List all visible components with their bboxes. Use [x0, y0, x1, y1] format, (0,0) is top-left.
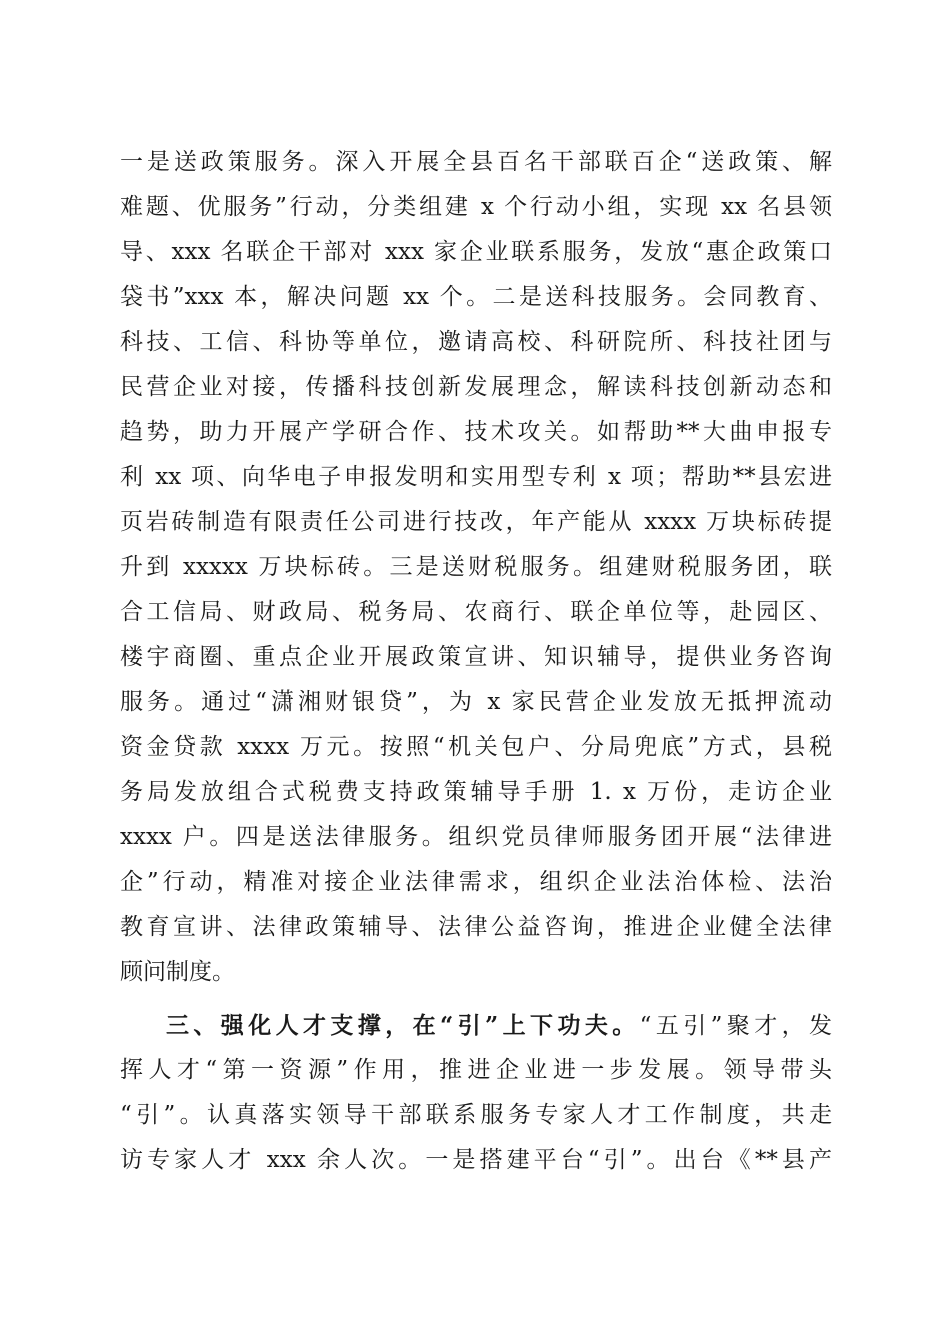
body-text	[120, 140, 832, 1183]
section-heading: 三、强化人才支撑，在“引”上下功夫。	[166, 1012, 640, 1039]
text-line: 教育宣讲、法律政策辅导、法律公益咨询，推进企业健全法律	[120, 914, 832, 940]
text-line: xxxx 户。四是送法律服务。组织党员律师服务团开展“法律进	[120, 824, 832, 850]
paragraph-talent	[120, 1003, 832, 1183]
text-line: 趋势，助力开展产学研合作、技术攻关。如帮助**大曲申报专	[120, 419, 832, 445]
text-line: 访专家人才 xxx 余人次。一是搭建平台“引”。出台《**县产	[120, 1147, 832, 1173]
heading-line-rest: “五引”聚才，发	[639, 1013, 832, 1039]
text-line	[120, 1003, 832, 1048]
text-line: 合工信局、财政局、税务局、农商行、联企单位等，赴园区、	[120, 599, 832, 625]
text-line: 页岩砖制造有限责任公司进行技改，年产能从 xxxx 万块标砖提	[120, 509, 832, 535]
paragraph-services	[120, 140, 832, 995]
text-line: 难题、优服务”行动，分类组建 x 个行动小组，实现 xx 名县领	[120, 194, 832, 220]
paragraph-spacer	[120, 995, 832, 1003]
text-line: 一是送政策服务。深入开展全县百名干部联百企“送政策、解	[120, 149, 832, 175]
text-line: 资金贷款 xxxx 万元。按照“机关包户、分局兜底”方式，县税	[120, 734, 832, 760]
text-line: 企”行动，精准对接企业法律需求，组织企业法治体检、法治	[120, 869, 832, 895]
text-line: 袋书”xxx 本，解决问题 xx 个。二是送科技服务。会同教育、	[120, 284, 832, 310]
text-line: 挥人才“第一资源”作用，推进企业进一步发展。领导带头	[120, 1057, 832, 1083]
text-line: 楼宇商圈、重点企业开展政策宣讲、知识辅导，提供业务咨询	[120, 644, 832, 670]
text-line: 升到 xxxxx 万块标砖。三是送财税服务。组建财税服务团，联	[120, 554, 832, 580]
text-line: 导、xxx 名联企干部对 xxx 家企业联系服务，发放“惠企政策口	[120, 239, 832, 265]
text-line: 利 xx 项、向华电子申报发明和实用型专利 x 项；帮助**县宏进	[120, 464, 832, 490]
text-line: 服务。通过“潇湘财银贷”，为 x 家民营企业发放无抵押流动	[120, 689, 832, 715]
text-line: “引”。认真落实领导干部联系服务专家人才工作制度，共走	[120, 1102, 832, 1128]
text-line: 顾问制度。	[120, 959, 235, 985]
text-line: 科技、工信、科协等单位，邀请高校、科研院所、科技社团与	[120, 329, 832, 355]
text-line: 务局发放组合式税费支持政策辅导手册 1. x 万份，走访企业	[120, 779, 832, 805]
text-line: 民营企业对接，传播科技创新发展理念，解读科技创新动态和	[120, 374, 832, 400]
